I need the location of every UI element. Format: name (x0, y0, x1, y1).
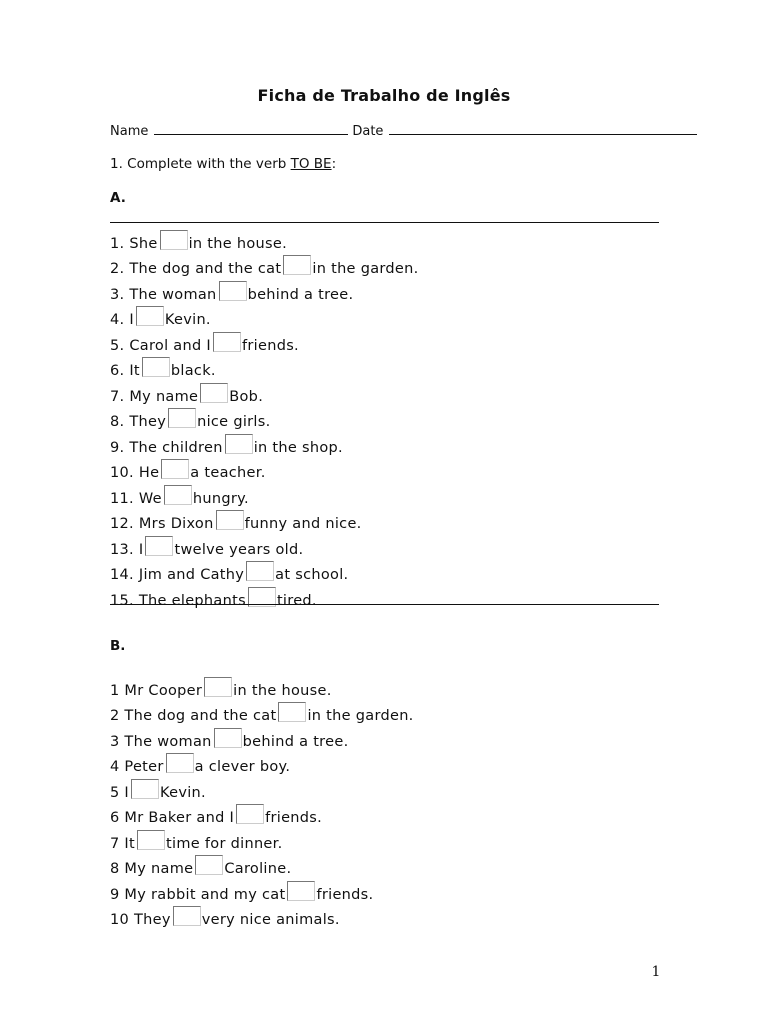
exercise-item (110, 507, 419, 533)
item-prompt: 13. I (110, 541, 144, 558)
item-completion: tired. (276, 592, 317, 609)
name-label: Name (110, 124, 149, 139)
answer-box[interactable] (278, 702, 306, 722)
section-a-top-rule (110, 222, 659, 223)
exercise-item (110, 724, 414, 750)
section-a-list (110, 226, 419, 609)
answer-box[interactable] (166, 753, 194, 773)
exercise-item (110, 354, 419, 380)
item-prompt: 1 Mr Cooper (110, 682, 203, 699)
item-completion: twelve years old. (174, 541, 304, 558)
item-completion: Kevin. (164, 312, 211, 328)
name-date-row (110, 122, 697, 139)
exercise-item (110, 877, 414, 903)
answer-box[interactable] (142, 357, 170, 377)
answer-box[interactable] (283, 255, 311, 275)
item-completion: very nice animals. (201, 912, 340, 928)
item-prompt: 12. Mrs Dixon (110, 516, 214, 532)
item-completion: funny and nice. (244, 516, 362, 532)
item-completion: at school. (275, 567, 349, 583)
name-field[interactable] (154, 122, 348, 135)
exercise-item (110, 852, 414, 878)
answer-box[interactable] (214, 728, 242, 748)
answer-box[interactable] (136, 306, 164, 326)
item-completion: in the garden. (307, 708, 414, 724)
answer-box[interactable] (168, 408, 196, 428)
exercise-item (110, 226, 419, 252)
item-completion: behind a tree. (247, 286, 354, 303)
item-prompt: 5. Carol and I (110, 337, 211, 354)
item-prompt: 7 It (110, 835, 135, 852)
answer-box[interactable] (200, 383, 228, 403)
exercise-item (110, 699, 414, 725)
item-completion: Bob. (229, 388, 264, 405)
section-a-label: A. (110, 190, 126, 206)
exercise-item (110, 558, 419, 584)
item-prompt: 1. She (110, 235, 158, 252)
item-prompt: 8. They (110, 414, 167, 430)
page-number: 1 (651, 964, 661, 980)
exercise-item (110, 481, 419, 507)
item-completion: Caroline. (224, 861, 292, 877)
item-prompt: 2 The dog and the cat (110, 708, 277, 724)
item-prompt: 3 The woman (110, 733, 212, 750)
item-prompt: 9 My rabbit and my cat (110, 886, 286, 903)
item-completion: a clever boy. (194, 759, 291, 775)
item-prompt: 10. He (110, 465, 160, 481)
answer-box[interactable] (131, 779, 159, 799)
answer-box[interactable] (236, 804, 264, 824)
exercise-item (110, 405, 419, 431)
instruction-suffix: : (331, 156, 337, 172)
exercise-item (110, 328, 419, 354)
exercise-item (110, 456, 419, 482)
item-prompt: 10 They (110, 912, 171, 928)
item-prompt: 6 Mr Baker and I (110, 810, 235, 826)
answer-box[interactable] (213, 332, 241, 352)
section-b-list (110, 673, 414, 928)
exercise-item (110, 379, 419, 405)
answer-box[interactable] (246, 561, 274, 581)
exercise-item (110, 673, 414, 699)
item-completion: time for dinner. (166, 835, 283, 852)
exercise-item (110, 903, 414, 929)
exercise-item (110, 532, 419, 558)
item-prompt: 8 My name (110, 861, 194, 877)
item-prompt: 11. We (110, 490, 162, 507)
answer-box[interactable] (161, 459, 189, 479)
item-prompt: 3. The woman (110, 286, 217, 303)
section-b-label: B. (110, 638, 126, 654)
exercise-item (110, 430, 419, 456)
item-completion: friends. (241, 337, 299, 354)
item-completion: black. (170, 363, 216, 379)
item-completion: friends. (265, 810, 323, 826)
item-prompt: 15. The elephants (110, 592, 246, 609)
exercise-item (110, 277, 419, 303)
item-completion: in the house. (233, 682, 332, 699)
exercise-item (110, 252, 419, 278)
page-title: Ficha de Trabalho de Inglês (257, 86, 511, 105)
answer-box[interactable] (219, 281, 247, 301)
answer-box[interactable] (225, 434, 253, 454)
item-prompt: 9. The children (110, 439, 223, 456)
item-completion: in the shop. (253, 439, 343, 456)
item-completion: hungry. (192, 490, 249, 507)
item-completion: friends. (316, 886, 374, 903)
item-completion: in the house. (188, 235, 288, 252)
exercise-item (110, 750, 414, 776)
instruction-verb: TO BE (290, 156, 332, 172)
item-completion: behind a tree. (242, 733, 349, 750)
instruction-prefix: 1. Complete with the verb (110, 156, 291, 172)
answer-box[interactable] (145, 536, 173, 556)
answer-box[interactable] (216, 510, 244, 530)
item-prompt: 5 I (110, 784, 130, 801)
item-prompt: 7. My name (110, 388, 199, 405)
answer-box[interactable] (287, 881, 315, 901)
answer-box[interactable] (164, 485, 192, 505)
answer-box[interactable] (204, 677, 232, 697)
item-prompt: 4 Peter (110, 759, 164, 775)
item-prompt: 4. I (110, 312, 134, 328)
item-prompt: 6. It (110, 363, 140, 379)
exercise-instruction (110, 156, 336, 172)
exercise-item (110, 775, 414, 801)
item-prompt: 2. The dog and the cat (110, 261, 282, 277)
exercise-item (110, 801, 414, 827)
section-a-bottom-rule (110, 604, 659, 605)
item-completion: Kevin. (160, 784, 206, 801)
answer-box[interactable] (160, 230, 188, 250)
answer-box[interactable] (195, 855, 223, 875)
item-completion: in the garden. (312, 261, 419, 277)
item-completion: a teacher. (190, 465, 266, 481)
item-prompt: 14. Jim and Cathy (110, 567, 245, 583)
item-completion: nice girls. (197, 414, 271, 430)
exercise-item (110, 303, 419, 329)
answer-box[interactable] (173, 906, 201, 926)
answer-box[interactable] (137, 830, 165, 850)
date-label: Date (352, 124, 384, 139)
date-field[interactable] (389, 122, 697, 135)
exercise-item (110, 826, 414, 852)
